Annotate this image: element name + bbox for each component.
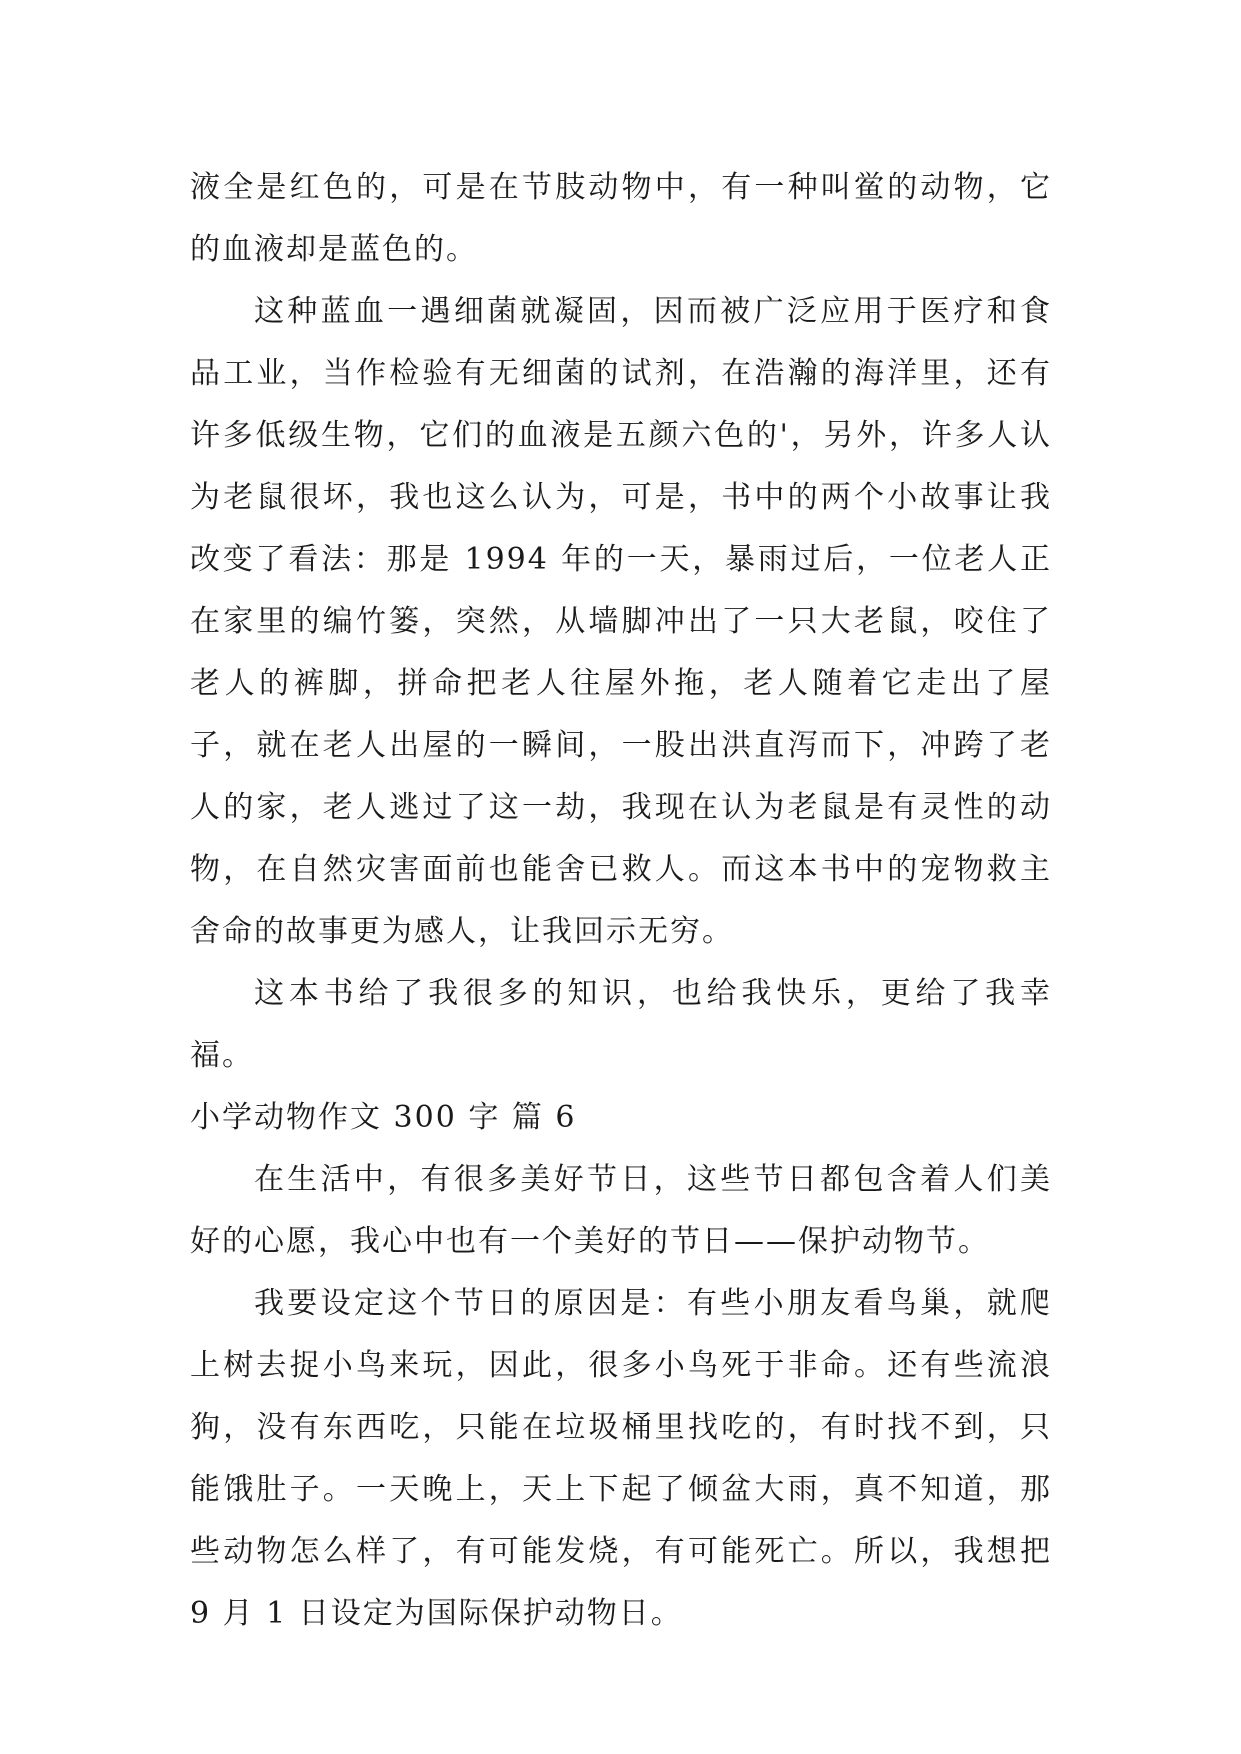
- paragraph-continued: 液全是红色的，可是在节肢动物中，有一种叫鲎的动物，它的血液却是蓝色的。: [190, 170, 1052, 267]
- paragraph-reason: 我要设定这个节日的原因是：有些小朋友看鸟巢，就爬上树去捉小鸟来玩，因此，很多小鸟死于非命。还有些流浪狗，没有东西吃，只能在垃圾桶里找吃的，有时找不到，只能饿肚子。一天晚上，天上下起了倾盆大雨，真不知道，那些动物怎么样了，有可能发烧，有可能死亡。所以，我想把 9 月 1 日设定为国际保护动物日。: [190, 1286, 1052, 1631]
- paragraph-summary: 这本书给了我很多的知识，也给我快乐，更给了我幸福。: [190, 976, 1052, 1073]
- paragraph-blue-blood: 这种蓝血一遇细菌就凝固，因而被广泛应用于医疗和食品工业，当作检验有无细菌的试剂，在浩瀚的海洋里，还有许多低级生物，它们的血液是五颜六色的'，另外，许多人认为老鼠很坏，我也这么认为，可是，书中的两个小故事让我改变了看法：那是 1994 年的一天，暴雨过后，一位老人正在家里的编竹篓，突然，从墙脚冲出了一只大老鼠，咬住了老人的裤脚，拼命把老人往屋外拖，老人随着它走出了屋子，就在老人出屋的一瞬间，一股出洪直泻而下，冲跨了老人的家，老人逃过了这一劫，我现在认为老鼠是有灵性的动物，在自然灾害面前也能舍已救人。而这本书中的宠物救主舍命的故事更为感人，让我回示无穷。: [190, 294, 1052, 949]
- paragraph-festival: 在生活中，有很多美好节日，这些节日都包含着人们美好的心愿，我心中也有一个美好的节日——保护动物节。: [190, 1162, 1052, 1259]
- section-heading: 小学动物作文 300 字 篇 6: [190, 1100, 577, 1135]
